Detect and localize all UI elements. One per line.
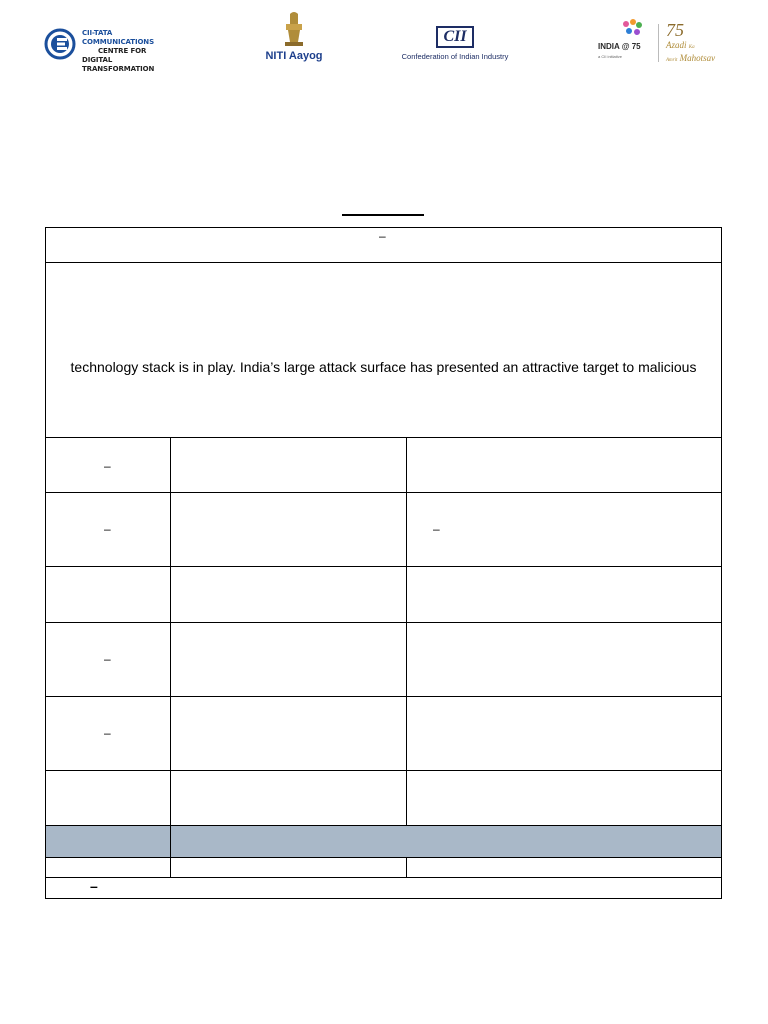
- row1-dash: –: [104, 459, 111, 473]
- table-title-row: [45, 227, 722, 263]
- table-row-5-col1: [45, 696, 171, 771]
- table-row-4-col1: [45, 622, 171, 697]
- table-row-4-col3: [406, 622, 722, 697]
- thin-row-col2: [170, 857, 407, 878]
- table-footer-row: [45, 877, 722, 899]
- shaded-row-col2: [170, 825, 722, 858]
- table-row-1-col2: [170, 437, 407, 493]
- shaded-row-col1: [45, 825, 171, 858]
- row2-dash: –: [104, 522, 111, 536]
- table-row-2-col2: [170, 492, 407, 567]
- logo-divider: [658, 24, 659, 62]
- azadi-text: [666, 40, 715, 66]
- azadi-numeral: 75: [666, 20, 684, 40]
- azadi-line1: Azadi: [666, 40, 687, 50]
- table-row-4-col2: [170, 622, 407, 697]
- table-row-3-col3: [406, 566, 722, 623]
- azadi-mahotsav: Mahotsav: [679, 53, 716, 63]
- table-row-5-col2: [170, 696, 407, 771]
- thin-row-col3: [406, 857, 722, 878]
- table-row-6-col1: [45, 770, 171, 826]
- table-row-6-col3: [406, 770, 722, 826]
- intro-row: [45, 262, 722, 438]
- azadi-amrit: Amrit: [666, 58, 678, 63]
- cii-tata-logo: [44, 26, 179, 73]
- cii-tata-logo-text: [82, 29, 179, 74]
- table-row-6-col2: [170, 770, 407, 826]
- row4-dash: –: [104, 652, 111, 666]
- niti-aayog-logo: [262, 10, 326, 66]
- azadi-ka: Ka: [688, 45, 695, 50]
- tata-line2: CENTRE FOR: [98, 47, 147, 55]
- document-table: [45, 227, 722, 899]
- table-row-3-col1: [45, 566, 171, 623]
- table-row-1-col1: [45, 437, 171, 493]
- table-row-3-col2: [170, 566, 407, 623]
- row2-col3-dash: –: [433, 522, 440, 536]
- cii-mark: CII: [436, 26, 474, 48]
- cii-tata-mark-icon: [44, 28, 76, 60]
- india75-tiny: a CII initiative: [598, 54, 623, 59]
- intro-text: technology stack is in play. India’s large attack surface has presented an attractive target to malicious: [70, 359, 697, 375]
- india75-title: INDIA @ 75: [598, 42, 641, 51]
- national-emblem-icon: [281, 10, 307, 48]
- title-dash: –: [379, 229, 386, 243]
- cii-logo: [392, 26, 518, 66]
- page-header: [0, 0, 768, 80]
- india-75-logo: [590, 18, 725, 66]
- cii-subtitle: Confederation of Indian Industry: [401, 52, 509, 61]
- india75-burst-icon: [620, 18, 644, 40]
- table-row-2-col3: [406, 492, 722, 567]
- title-underline: [342, 214, 424, 216]
- niti-aayog-name: NITI Aayog: [265, 50, 323, 62]
- row5-dash: –: [104, 726, 111, 740]
- footer-dash: –: [90, 878, 98, 894]
- tata-line1: CII-TATA COMMUNICATIONS: [82, 29, 155, 46]
- table-row-1-col3: [406, 437, 722, 493]
- thin-row-col1: [45, 857, 171, 878]
- table-row-2-col1: [45, 492, 171, 567]
- tata-line3: DIGITAL TRANSFORMATION: [82, 56, 155, 73]
- table-row-5-col3: [406, 696, 722, 771]
